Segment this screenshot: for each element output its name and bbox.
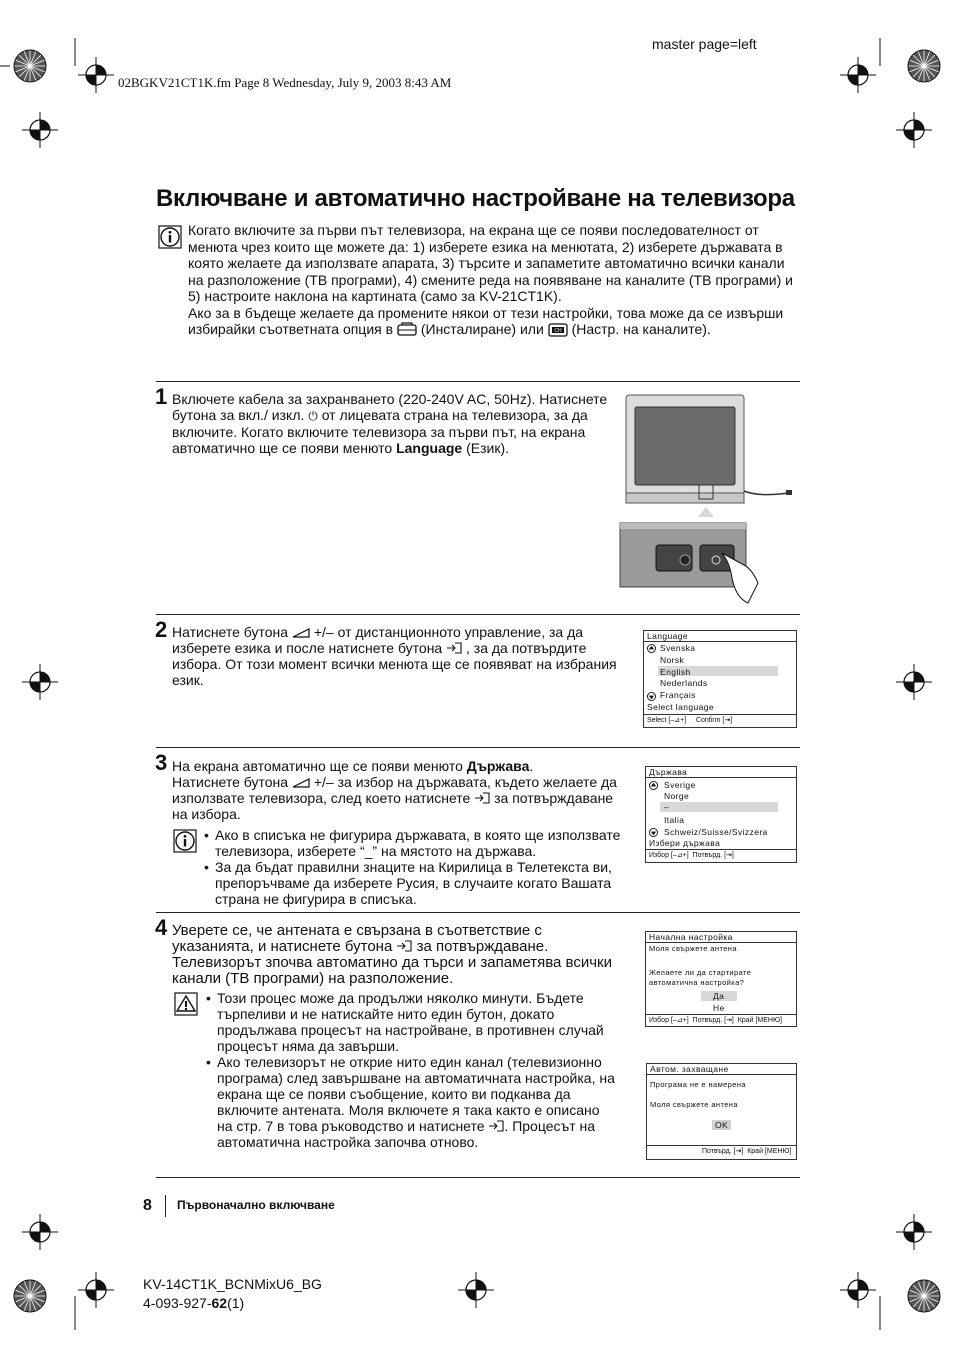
osd-prompt: Select language [647, 702, 714, 712]
step-number-4: 4 [155, 915, 168, 940]
language-option[interactable]: Svenska [660, 643, 696, 653]
master-page-label: master page=left [652, 36, 757, 52]
osd-yes-option[interactable]: Да [713, 991, 725, 1001]
info-icon [173, 829, 197, 853]
language-option-selected[interactable]: English [660, 667, 691, 677]
section-divider [156, 912, 800, 913]
channel-setup-icon [548, 321, 568, 337]
language-option[interactable]: Français [660, 690, 696, 700]
tv-illustration [618, 393, 800, 608]
power-icon: ⏻ [308, 409, 318, 423]
osd-message: Моля свържете антена [650, 1100, 738, 1109]
language-option[interactable]: Nederlands [660, 678, 708, 688]
osd-country-menu [645, 766, 797, 863]
info-icon [158, 225, 182, 249]
osd-question: автоматична настройка? [649, 978, 745, 987]
section-divider [156, 381, 800, 382]
country-option[interactable]: Italia [664, 815, 685, 825]
language-option[interactable]: Norsk [660, 655, 685, 665]
install-menu-icon [397, 322, 417, 336]
volume-triangle-icon [292, 628, 310, 638]
selection-highlight [660, 802, 778, 812]
osd-title: Държава [649, 767, 688, 777]
osd-language-menu [643, 630, 797, 728]
section-name: Първоначално включване [177, 1198, 335, 1212]
intro-paragraph-2: Ако за в бъдеще желаете да промените някои от тези настройки, това може да се извърши избирайки съответната опция в (Инсталиране) или CH (Настр. на каналите). [188, 304, 784, 337]
svg-text:CH: CH [554, 328, 562, 334]
osd-footer: Избор [–⊿+] Потвърд. [⇥] Край [МЕНЮ] [649, 1017, 782, 1024]
country-option[interactable]: Norge [664, 791, 690, 801]
step-1-text: Включете кабела за захранването (220-240V AC, 50Hz). Натиснете бутона за вкл./ изкл. ⏻ от лицевата страна на телевизора, за да включите. Когато включите телевизора за първи път, на екрана автоматично ще се появи менюто Language (Език). [172, 391, 608, 456]
step-number-1: 1 [155, 384, 168, 409]
footer-divider [165, 1195, 166, 1217]
osd-question: Желаете ли да стартирате [649, 968, 752, 977]
osd-title: Автом. захващане [650, 1064, 729, 1074]
osd-no-option[interactable]: Не [713, 1003, 725, 1013]
warning-icon [174, 992, 198, 1016]
osd-message: Програма не е намерена [650, 1080, 746, 1089]
scroll-down-icon [647, 692, 656, 701]
osd-footer: Избор [–⊿+] Потвърд. [⇥] [649, 852, 734, 859]
ok-enter-icon [488, 1120, 504, 1132]
step-number-2: 2 [155, 617, 168, 642]
country-option[interactable]: Sverige [664, 780, 696, 790]
page-number: 8 [143, 1197, 152, 1214]
step-4-text: Уверете се, че антената е свързана в съответствие с указанията, и натиснете бутона за потвърждаване. Телевизорът зпочва автоматино да търси и запаметява всички канали (ТВ програми) на разположение. [172, 922, 612, 987]
country-option[interactable]: Schweiz/Suisse/Svizzera [664, 827, 768, 837]
step-2-text: Натиснете бутона +/– от дистанционното управление, за да изберете езика и после натиснете бутона , за да потвърдите избора. От този момент всички менюта ще се появяват на избрания език. [172, 624, 617, 688]
section-divider [156, 614, 800, 615]
ok-enter-icon [446, 642, 462, 654]
page-title: Включване и автоматично настройване на телевизора [156, 185, 795, 212]
ok-enter-icon [474, 792, 490, 804]
note-item: • Ако в списъка не фигурира държавата, в която ще използвате телевизора, изберете “_” на мястото на държава. [204, 827, 622, 859]
tv-brand-label: SONY [680, 487, 692, 492]
osd-title: Начална настройка [649, 932, 733, 942]
osd-initial-setup [645, 931, 797, 1027]
scroll-up-icon [649, 781, 658, 790]
ok-enter-icon [396, 940, 412, 952]
country-option-selected[interactable]: – [664, 802, 670, 812]
osd-prompt: Избери държава [649, 838, 721, 848]
model-code: KV-14CT1K_BCNMixU6_BG [143, 1276, 322, 1292]
note-item: • За да бъдат правилни знаците на Кирилица в Телетекста ви, препоръчваме да изберете Русия, в случаите когато Вашата страна не фигурира в списъка. [204, 859, 622, 907]
scroll-up-icon [647, 644, 656, 653]
step-4-notes [206, 990, 618, 1150]
step-3-text: На екрана автоматично ще се появи менюто Държава. Натиснете бутона +/– за избор на държавата, където желаете да използвате телевизора, след което натиснете за потвърждаване на избора. [172, 758, 617, 822]
section-divider [156, 747, 800, 748]
note-item: • Този процес може да продължи няколко минути. Бъдете търпеливи и не натискайте нито един бутон, докато продължава процесът на настройване, в противнен случай процесът няма да завърши. [206, 990, 618, 1054]
step-number-3: 3 [155, 750, 168, 775]
osd-title: Language [647, 631, 689, 641]
scroll-down-icon [649, 828, 658, 837]
osd-footer: Select [–⊿+] Confirm [⇥] [647, 717, 733, 724]
osd-footer: Потвърд. [⇥] Край [МЕНЮ] [702, 1148, 792, 1155]
file-info-line: 02BGKV21CT1K.fm Page 8 Wednesday, July 9, 2003 8:43 AM [118, 75, 452, 90]
step-3-notes [204, 827, 622, 907]
intro-paragraph-1: Когато включите за първи път телевизора, на екрана ще се появи последователност от менюта чрез които ще можете да: 1) изберете езика на менютата, 2) изберете държавата в която желаете да използвате апарата, 3) търсите и запаметите автоматично всички канали на разположение (ТВ програми), 4) смените реда на появяване на каналите (ТВ програми) и 5) настроите наклона на картината (само за KV-21CT1K). [188, 222, 793, 304]
volume-triangle-icon [292, 778, 310, 788]
part-number: 4-093-927-62(1) [143, 1295, 245, 1311]
osd-ok-button[interactable]: OK [712, 1120, 731, 1130]
intro-text [188, 222, 800, 338]
osd-message: Моля свържете антена [649, 944, 737, 953]
note-item: • Ако телевизорът не открие нито един канал (телевизионно програма) след завършване на автоматичната настройка, на екрана ще се появи съобщение, които ви подканва да включите антената. Моля включете я така както е описано на стр. 7 в това ръководство и натиснете . Процесът на автоматична настройка започва отново. [206, 1054, 618, 1150]
osd-auto-search [646, 1063, 797, 1160]
section-divider [156, 1177, 800, 1178]
